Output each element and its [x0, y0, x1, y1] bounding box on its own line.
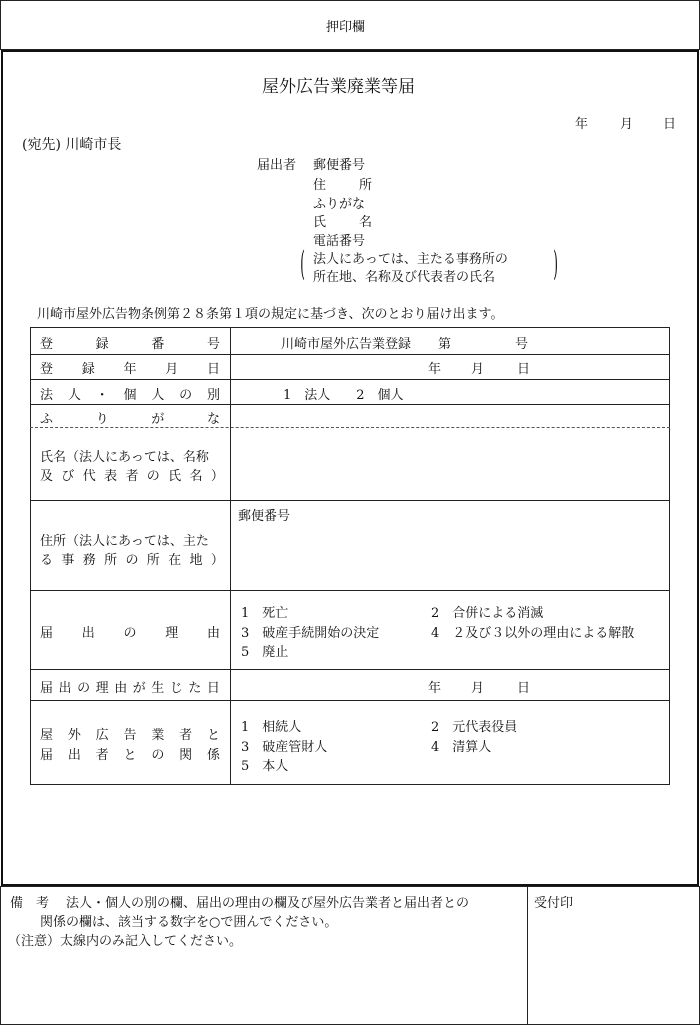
- bracket-right: ): [553, 244, 558, 284]
- notifier-name: 氏 名: [313, 215, 383, 230]
- notes-divider: [527, 886, 528, 1025]
- label-address-2: る 事 務 所 の 所 在 地 ）: [40, 553, 224, 568]
- table-col-divider: [230, 327, 231, 785]
- relation-option-1: 1 相続人: [241, 720, 302, 735]
- relation-option-3: 3 破産管財人: [241, 740, 328, 755]
- remarks-line-1: 法人・個人の別の欄、届出の理由の欄及び屋外広告業者と届出者との: [66, 896, 470, 911]
- entity-type-value: 1 法人 2 個人: [283, 388, 404, 403]
- form-title: 屋外広告業廃業等届: [262, 77, 415, 97]
- label-reason: 届 出 の 理 由: [40, 626, 220, 641]
- label-entity-type: 法 人 ・ 個 人 の 別: [40, 388, 220, 403]
- notifier-postal: 郵便番号: [313, 158, 366, 173]
- remarks-line-2: 関係の欄は、該当する数字を○で囲んでください。: [40, 915, 338, 930]
- reason-option-1: 1 死亡: [241, 606, 289, 621]
- address-postal: 郵便番号: [238, 509, 291, 524]
- reason-option-5: 5 廃止: [241, 645, 289, 660]
- remarks-label: 備 考: [10, 896, 50, 911]
- notifier-address: 住 所: [313, 178, 383, 193]
- intro-text: 川崎市屋外広告物条例第２８条第１項の規定に基づき、次のとおり届け出ます。: [37, 307, 504, 322]
- label-name-1: 氏名（法人にあっては、名称: [40, 450, 209, 465]
- reason-option-3: 3 破産手続開始の決定: [241, 626, 380, 641]
- corp-note-2: 所在地、名称及び代表者の氏名: [313, 270, 496, 285]
- corp-note-1: 法人にあっては、主たる事務所の: [313, 252, 508, 267]
- notifier-label: 届出者: [257, 158, 297, 173]
- bracket-left: (: [300, 244, 305, 284]
- label-furigana: ふ り が な: [40, 412, 220, 427]
- reason-option-2: 2 合併による消滅: [431, 606, 544, 621]
- label-relation-2: 届 出 者 と の 関 係: [40, 748, 220, 763]
- stamp-label: 押印欄: [326, 20, 366, 35]
- label-reg-number: 登 録 番 号: [40, 337, 220, 352]
- label-address-1: 住所（法人にあっては、主た: [40, 534, 209, 549]
- addressee: (宛先) 川崎市長: [22, 137, 122, 153]
- label-reg-date: 登 録 年 月 日: [40, 362, 220, 377]
- notifier-furigana: ふりがな: [313, 197, 366, 212]
- label-relation-1: 屋 外 広 告 業 者 と: [40, 728, 220, 743]
- reason-option-4: 4 ２及び３以外の理由による解散: [431, 626, 635, 641]
- label-name-2: 及 び 代 表 者 の 氏 名 ）: [40, 469, 224, 484]
- caution-note: （注意）太線内のみ記入してください。: [8, 934, 243, 949]
- reg-number-dai: 第: [438, 337, 452, 352]
- reception-stamp-label: 受付印: [534, 896, 574, 911]
- relation-option-4: 4 清算人: [431, 740, 492, 755]
- notifier-phone: 電話番号: [313, 234, 366, 249]
- label-reason-date: 届 出 の 理 由 が 生 じ た 日: [40, 681, 220, 696]
- relation-option-5: 5 本人: [241, 759, 289, 774]
- reg-number-go: 号: [515, 337, 529, 352]
- relation-option-2: 2 元代表役員: [431, 720, 518, 735]
- reg-number-prefix: 川崎市屋外広告業登録: [281, 337, 412, 352]
